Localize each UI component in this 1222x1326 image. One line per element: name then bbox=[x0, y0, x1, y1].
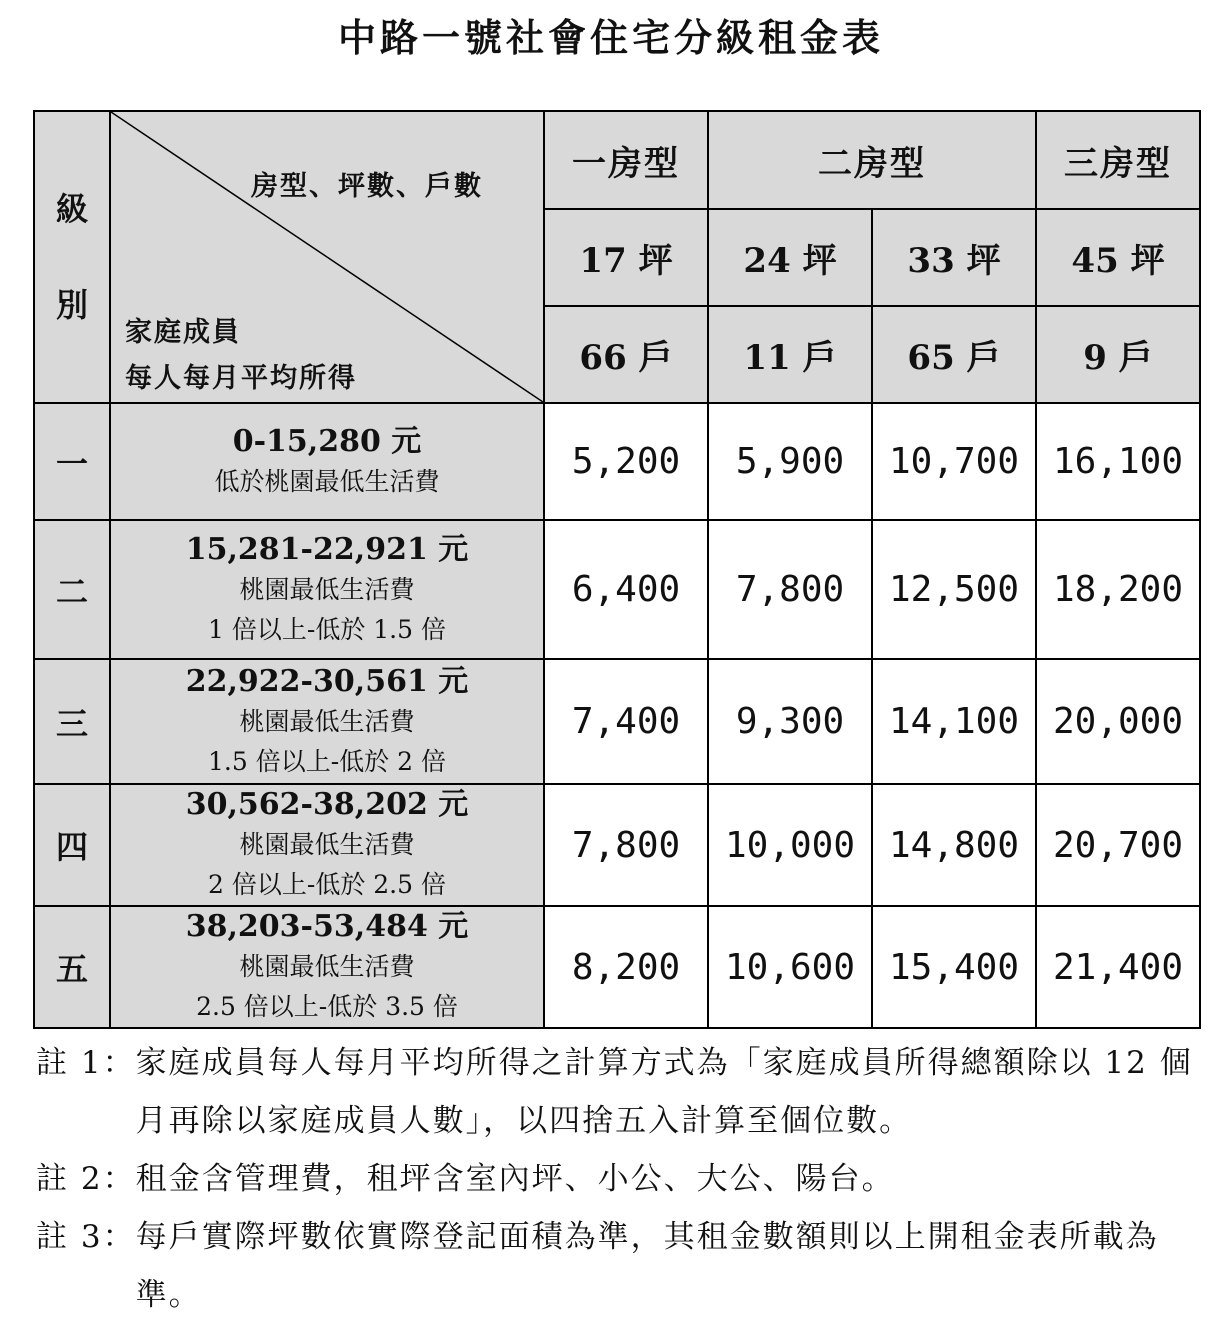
rent-value: 12,500 bbox=[872, 520, 1036, 659]
note-3 bbox=[36, 1208, 1196, 1324]
size-cell: 33 坪 bbox=[872, 209, 1036, 306]
note-1 bbox=[36, 1034, 1196, 1150]
rent-value: 5,200 bbox=[544, 403, 708, 520]
diag-bottom-line-2: 每人每月平均所得 bbox=[125, 363, 357, 394]
income-desc: 低於桃園最低生活費 bbox=[214, 466, 440, 496]
rent-value: 6,400 bbox=[544, 520, 708, 659]
income-desc: 1.5 倍以上-低於 2 倍 bbox=[208, 746, 446, 776]
level-header bbox=[34, 111, 110, 403]
income-desc: 桃園最低生活費 bbox=[239, 830, 415, 859]
income-cell bbox=[110, 659, 544, 784]
income-desc: 2.5 倍以上-低於 3.5 倍 bbox=[196, 992, 458, 1021]
diagonal-header-bottom bbox=[125, 310, 357, 402]
income-range: 15,281-22,921 元 bbox=[185, 531, 469, 567]
note-label: 註 2： bbox=[36, 1161, 136, 1197]
rent-value: 5,900 bbox=[708, 403, 872, 520]
rent-value: 20,700 bbox=[1036, 784, 1200, 906]
note-text: 每戶實際坪數依實際登記面積為準，其租金數額則以上開租金表所載為準。 bbox=[135, 1219, 1159, 1313]
income-desc: 桃園最低生活費 bbox=[239, 706, 415, 736]
rent-value: 8,200 bbox=[544, 906, 708, 1028]
income-desc: 桃園最低生活費 bbox=[239, 574, 415, 604]
rent-table bbox=[33, 110, 1201, 1029]
rent-value: 18,200 bbox=[1036, 520, 1200, 659]
table-row bbox=[34, 520, 1200, 659]
income-range: 30,562-38,202 元 bbox=[185, 787, 469, 822]
rent-value: 7,800 bbox=[708, 520, 872, 659]
notes-section bbox=[36, 1034, 1196, 1324]
note-label: 註 3： bbox=[36, 1219, 136, 1255]
note-text: 家庭成員每人每月平均所得之計算方式為「家庭成員所得總額除以 12 個月再除以家庭成員人數」，以四捨五入計算至個位數。 bbox=[135, 1045, 1193, 1139]
room-type-2: 二房型 bbox=[708, 111, 1036, 209]
table-row bbox=[34, 403, 1200, 520]
income-cell bbox=[110, 784, 544, 906]
rent-value: 7,800 bbox=[544, 784, 708, 906]
rent-value: 10,000 bbox=[708, 784, 872, 906]
income-cell bbox=[110, 906, 544, 1028]
level-cell: 五 bbox=[34, 906, 110, 1028]
income-cell bbox=[110, 403, 544, 520]
level-header-char-1: 級 bbox=[55, 190, 88, 228]
size-cell: 24 坪 bbox=[708, 209, 872, 306]
rent-value: 16,100 bbox=[1036, 403, 1200, 520]
income-desc: 2 倍以上-低於 2.5 倍 bbox=[208, 870, 446, 899]
rent-value: 15,400 bbox=[872, 906, 1036, 1028]
table-row bbox=[34, 906, 1200, 1028]
note-label: 註 1： bbox=[36, 1045, 136, 1081]
room-type-1: 一房型 bbox=[544, 111, 708, 209]
household-cell: 9 戶 bbox=[1036, 306, 1200, 403]
rent-value: 20,000 bbox=[1036, 659, 1200, 784]
table-row bbox=[34, 784, 1200, 906]
size-cell: 17 坪 bbox=[544, 209, 708, 306]
page-title: 中路一號社會住宅分級租金表 bbox=[337, 15, 884, 60]
income-desc: 1 倍以上-低於 1.5 倍 bbox=[208, 614, 446, 644]
rent-value: 14,800 bbox=[872, 784, 1036, 906]
table-row bbox=[34, 659, 1200, 784]
income-cell bbox=[110, 520, 544, 659]
diagonal-header bbox=[110, 111, 544, 403]
level-header-char-2: 別 bbox=[55, 286, 88, 324]
income-range: 0-15,280 元 bbox=[232, 423, 422, 459]
rent-value: 21,400 bbox=[1036, 906, 1200, 1028]
level-cell: 三 bbox=[34, 659, 110, 784]
income-range: 38,203-53,484 元 bbox=[185, 909, 469, 944]
level-cell: 二 bbox=[34, 520, 110, 659]
diagonal-header-top: 房型、坪數、戶數 bbox=[251, 171, 483, 202]
rent-value: 10,700 bbox=[872, 403, 1036, 520]
size-cell: 45 坪 bbox=[1036, 209, 1200, 306]
household-cell: 66 戶 bbox=[544, 306, 708, 403]
note-text: 租金含管理費，租坪含室內坪、小公、大公、陽台。 bbox=[135, 1161, 895, 1197]
rent-value: 9,300 bbox=[708, 659, 872, 784]
rent-value: 7,400 bbox=[544, 659, 708, 784]
income-range: 22,922-30,561 元 bbox=[185, 663, 469, 699]
diag-bottom-line-1: 家庭成員 bbox=[125, 317, 241, 348]
level-cell: 一 bbox=[34, 403, 110, 520]
household-cell: 11 戶 bbox=[708, 306, 872, 403]
level-cell: 四 bbox=[34, 784, 110, 906]
note-2 bbox=[36, 1150, 1196, 1208]
room-type-3: 三房型 bbox=[1036, 111, 1200, 209]
income-desc: 桃園最低生活費 bbox=[239, 952, 415, 981]
rent-value: 10,600 bbox=[708, 906, 872, 1028]
rent-value: 14,100 bbox=[872, 659, 1036, 784]
household-cell: 65 戶 bbox=[872, 306, 1036, 403]
